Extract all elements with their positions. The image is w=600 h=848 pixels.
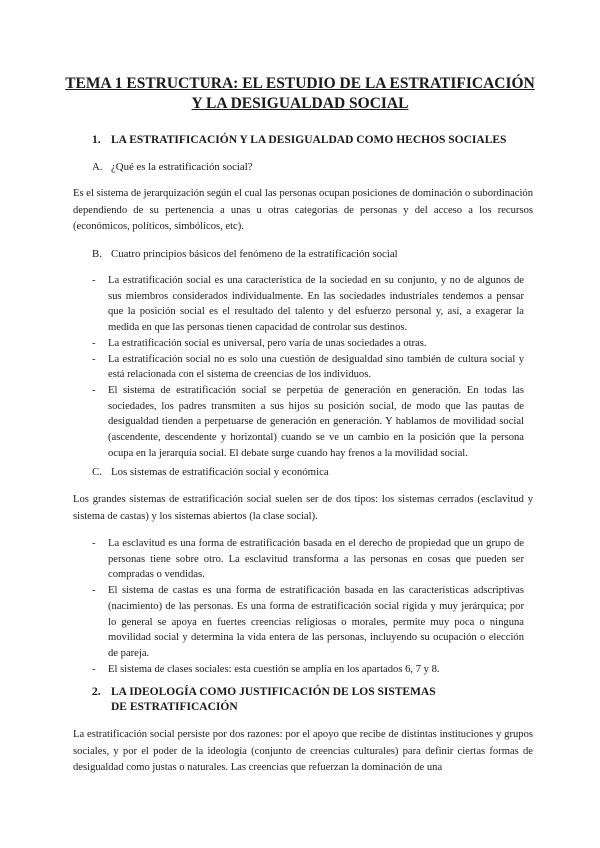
list-item: - El sistema de estratificación social se perpetúa de generación en generación. En todas las sociedades, los padres transmiten a sus hijos su posición social, de modo que las pautas de desigualdad tienden a perpetuarse de generación en generación. Y hablamos de movilidad social (ascendente, descendente y horizontal) cuando se ve un cambio en la posición que la persona ocupa en la jerarquía social. El debate surge cuando hay frenos a la movilidad social. [92,384,524,459]
document-title: TEMA 1 ESTRUCTURA: EL ESTUDIO DE LA ESTRATIFICACIÓN Y LA DESIGUALDAD SOCIAL [65,75,535,112]
subsection-b-letter: B. [92,248,102,260]
list-item: - El sistema de castas es una forma de estratificación basada en las características adscriptivas (nacimiento) de las personas. Es una forma de estratificación social rígida y muy jerárquica; por lo general se apoya en fuertes creencias religiosas o morales, permite muy poca o ninguna movilidad social y determina la vida entera de las personas, incluyendo su ocupación o elección de pareja. [92,585,524,659]
section-2-number: 2. [92,686,101,698]
list-item: - La estratificación social es universal, pero varía de unas sociedades a otras. [92,337,427,349]
subsection-a-letter: A. [92,161,103,173]
list-item: - La estratificación social no es solo una cuestión de desigualdad sino también de cultura social y está relacionada con el sistema de creencias de los individuos. [92,353,524,381]
list-item: - El sistema de clases sociales: esta cuestión se amplía en los apartados 6, 7 y 8. [92,663,440,675]
subsection-a-title: ¿Qué es la estratificación social? [111,161,253,173]
principles-list [92,273,524,461]
list-item: - La estratificación social es una característica de la sociedad en su conjunto, y no de algunos de sus miembros considerados individualmente. En las sociedades industriales tendemos a pensar que la posición social es el resultado del talento y del esfuerzo personal y, así, a exagerar la medida en que las personas tienen capacidad de controlar sus destinos. [92,275,524,334]
subsection-c-paragraph: Los grandes sistemas de estratificación social suelen ser de dos tipos: los sistemas cerrados (esclavitud y sistema de castas) y los sistemas abiertos (la clase social). [73,494,533,522]
subsection-b-title: Cuatro principios básicos del fenómeno de la estratificación social [111,248,398,260]
section-1-title: LA ESTRATIFICACIÓN Y LA DESIGUALDAD COMO HECHOS SOCIALES [111,134,507,146]
subsection-c-letter: C. [92,466,102,478]
section-1-number: 1. [92,134,101,146]
list-item: - La esclavitud es una forma de estratificación basada en el derecho de propiedad que un grupo de personas tiene sobre otro. La esclavitud transforma a las personas en cosas que pueden ser compradas o vendidas. [92,538,524,581]
section-2-title: LA IDEOLOGÍA COMO JUSTIFICACIÓN DE LOS SISTEMAS DE ESTRATIFICACIÓN [111,686,436,713]
section-2-paragraph: La estratificación social persiste por dos razones: por el apoyo que recibe de distintas instituciones y grupos sociales, y por el poder de la ideología (conjunto de creencias culturales) para definir ciertas formas de desigualdad como justas o naturales. Las creencias que refuerzan la dominación de una [73,729,533,774]
subsection-a-paragraph: Es el sistema de jerarquización según el cual las personas ocupan posiciones de dominación o subordinación dependiendo de su pertenencia a unas u otras categorías de personas y del acceso a los recursos (económicos, políticos, simbólicos, etc). [73,188,533,233]
subsection-c-title: Los sistemas de estratificación social y económica [111,466,329,478]
systems-list [92,536,524,677]
